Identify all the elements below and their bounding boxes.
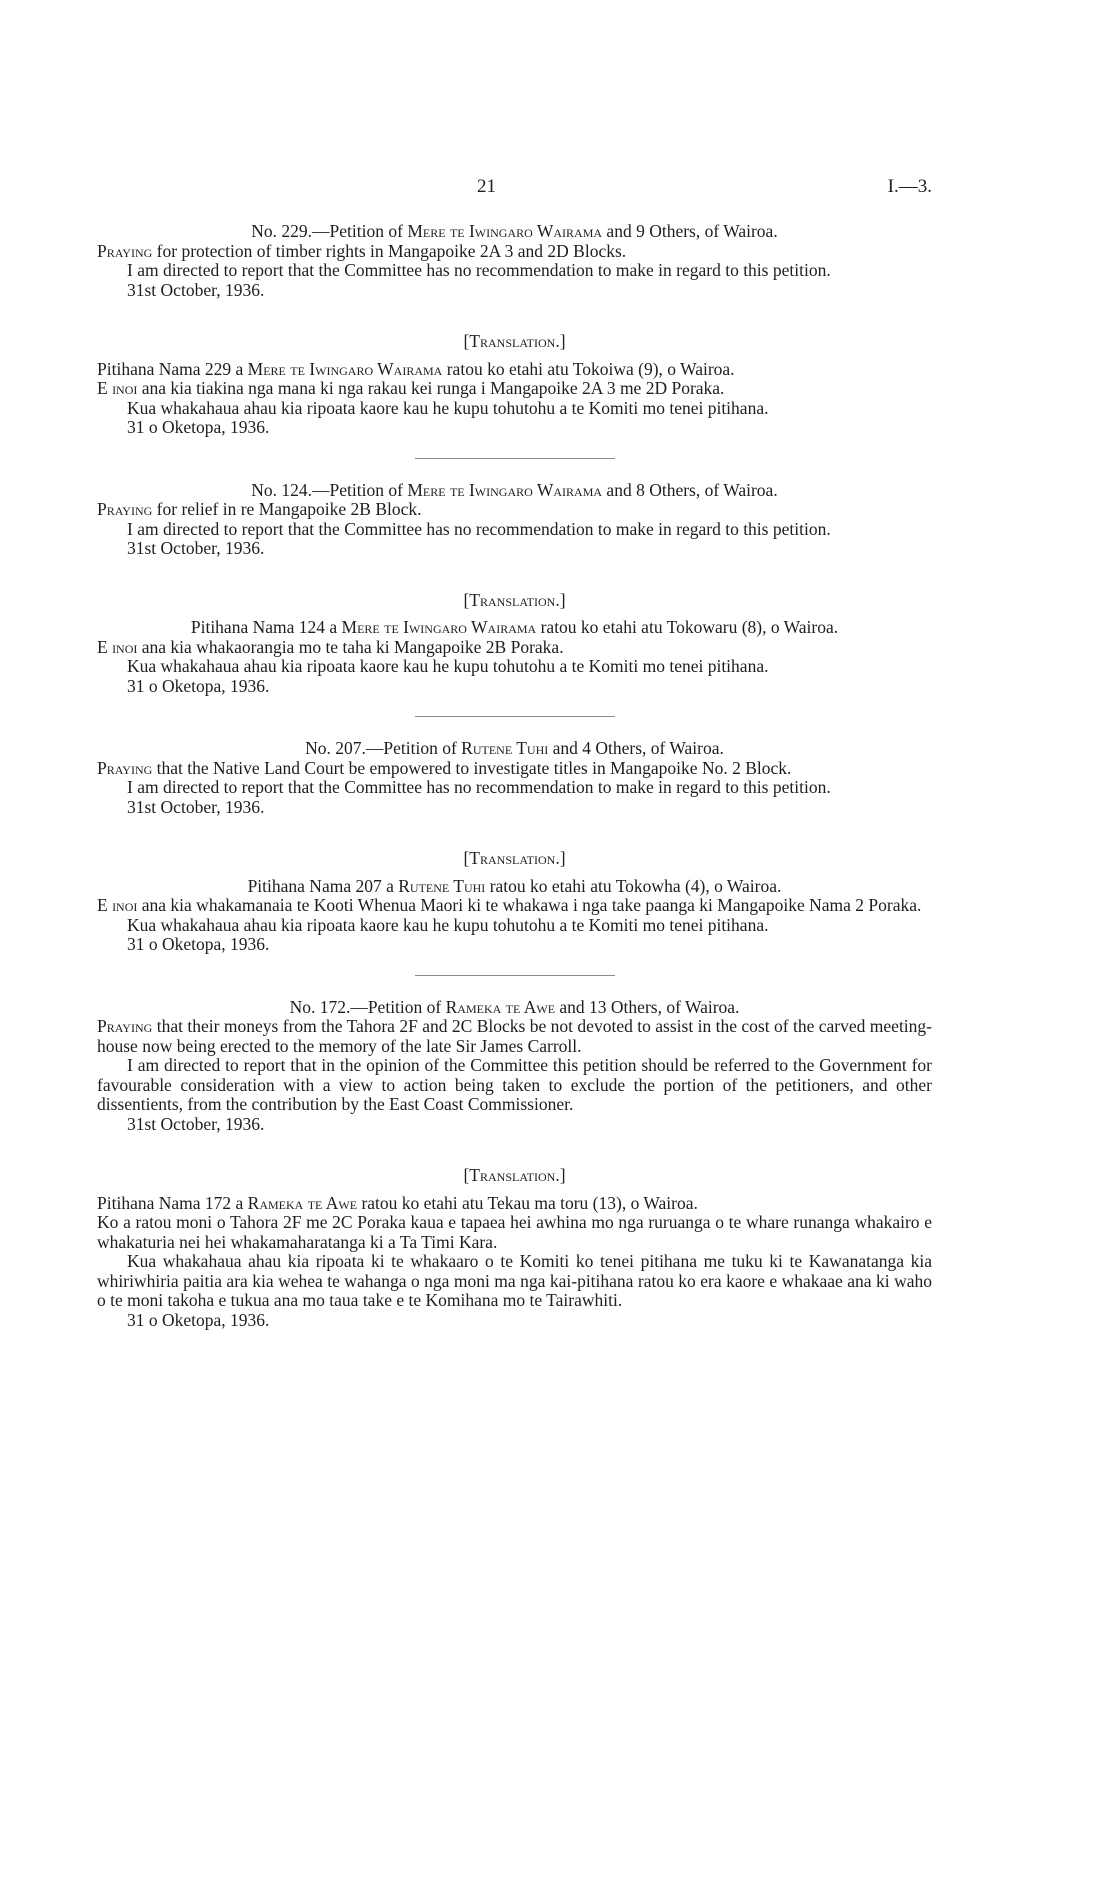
petition-translation [97,1194,932,1331]
petition-date: 31st October, 1936. [127,538,265,558]
translation-date: 31 o Oketopa, 1936. [127,417,270,437]
petition-english [97,481,932,559]
translation-report: Kua whakahaua ahau kia ripoata kaore kau he kupu tohutohu a te Komiti mo tenei pitihana. [127,656,769,676]
petition-report: I am directed to report that the Committee has no recommendation to make in regard to this petition. [127,518,831,539]
translation-heading: [Translation.] [463,331,566,351]
petitions-list [97,222,932,1330]
petition-prayer: Praying that the Native Land Court be empowered to investigate titles in Mangapoike No. 2 Block. [97,757,792,778]
translation-prayer: E inoi ana kia whakaorangia mo te taha ki Mangapoike 2B Poraka. [97,636,564,657]
page-header [97,176,932,200]
translation-heading: [Translation.] [463,1165,566,1185]
translation-prayer: Ko a ratou moni o Tahora 2F me 2C Poraka kaua e tapaea hei awhina mo nga ruruanga o te whare runanga whakairo e whakaturia nei hei whakamaharatanga ki a Ta Timi Kara. [97,1212,933,1252]
petition-translation [97,877,932,955]
document-reference: I.—3. [887,176,932,197]
petition-title: No. 172.—Petition of Rameka te Awe and 13 Others, of Wairoa. [289,996,740,1017]
petition-english [97,998,932,1135]
petition-report: I am directed to report that in the opinion of the Committee this petition should be referred to the Government for favourable consideration with a view to action being taken to exclude the portion of the petitioners, and other dissentients, from the contribution by the East Coast Commissioner. [97,1055,932,1114]
translation-date: 31 o Oketopa, 1936. [127,934,270,954]
translation-heading: [Translation.] [463,589,566,610]
translation-title: Pitihana Nama 229 a Mere te Iwingaro Wairama ratou ko etahi atu Tokoiwa (9), o Wairoa. [97,358,735,379]
translation-date: 31 o Oketopa, 1936. [127,675,270,696]
translation-heading: [Translation.] [463,848,566,868]
petition-date: 31st October, 1936. [127,279,265,300]
petition-title: No. 229.—Petition of Mere te Iwingaro Wairama and 9 Others, of Wairoa. [251,221,778,241]
petition-title: No. 207.—Petition of Rutene Tuhi and 4 Others, of Wairoa. [305,738,724,758]
petition-prayer: Praying for protection of timber rights in Mangapoike 2A 3 and 2D Blocks. [97,240,627,261]
petition-english [97,739,932,817]
translation-title: Pitihana Nama 207 a Rutene Tuhi ratou ko etahi atu Tokowha (4), o Wairoa. [247,875,782,896]
petition-report: I am directed to report that the Committee has no recommendation to make in regard to this petition. [127,777,831,797]
translation-title: Pitihana Nama 172 a Rameka te Awe ratou ko etahi atu Tekau ma toru (13), o Wairoa. [97,1192,698,1213]
translation-report: Kua whakahaua ahau kia ripoata kaore kau he kupu tohutohu a te Komiti mo tenei pitihana. [127,914,769,935]
translation-report: Kua whakahaua ahau kia ripoata ki te whakaaro o te Komiti ko tenei pitihana me tuku ki te Kawanatanga kia whiriwhiria paitia ara kia wehea te wahanga o nga moni ma nga kai-pitihana ratou ko era kaore e whakaae ana ki waho o te moni takoha e tukua ana mo taua take e te Komihana mo te Tairawhiti. [97,1251,932,1310]
petition-title: No. 124.—Petition of Mere te Iwingaro Wairama and 8 Others, of Wairoa. [251,479,778,500]
translation-title: Pitihana Nama 124 a Mere te Iwingaro Wairama ratou ko etahi atu Tokowaru (8), o Wairoa. [190,617,839,637]
translation-date: 31 o Oketopa, 1936. [127,1309,270,1330]
petition-english [97,222,932,300]
translation-prayer: E inoi ana kia tiakina nga mana ki nga rakau kei runga i Mangapoike 2A 3 me 2D Poraka. [97,378,725,398]
section-divider [415,975,615,976]
petition-date: 31st October, 1936. [127,796,265,817]
petition-prayer: Praying for relief in re Mangapoike 2B Block. [97,499,422,519]
petition-prayer: Praying that their moneys from the Tahora 2F and 2C Blocks be not devoted to assist in the cost of the carved meeting-house now being erected to the memory of the late Sir James Carroll. [97,1016,933,1056]
section-divider [415,716,615,717]
petition-date: 31st October, 1936. [127,1113,265,1134]
section-divider [415,458,615,459]
translation-prayer: E inoi ana kia whakamanaia te Kooti Whenua Maori ki te whakawa i nga take paanga ki Mangapoike Nama 2 Poraka. [97,895,922,915]
page-number: 21 [477,176,496,197]
translation-report: Kua whakahaua ahau kia ripoata kaore kau he kupu tohutohu a te Komiti mo tenei pitihana. [127,397,769,418]
petition-translation [97,360,932,438]
petition-translation [97,618,932,696]
petition-report: I am directed to report that the Committee has no recommendation to make in regard to this petition. [127,260,831,280]
